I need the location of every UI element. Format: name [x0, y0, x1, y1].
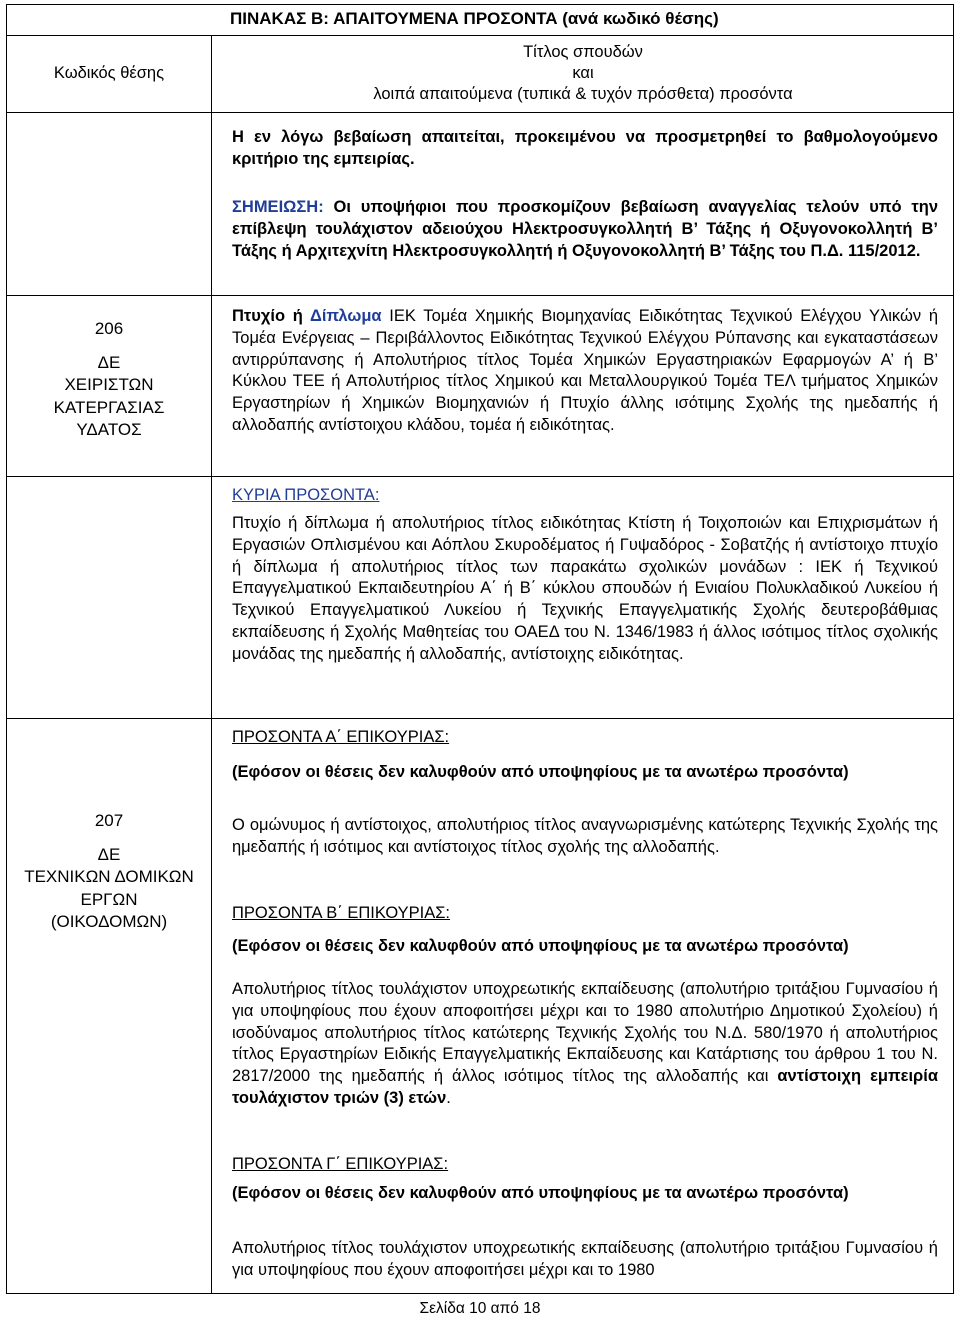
page-footer: Σελίδα 10 από 18 [419, 1300, 541, 1317]
position-207-number: 207 [94, 811, 124, 830]
position-206-degree-a: Πτυχίο ή [232, 307, 310, 325]
position-206-note-text: Οι υποψήφιοι που προσκομίζουν βεβαίωση αναγγελίας τελούν υπό την επίβλεψη τουλάχιστον αδειούχου Ηλεκτροσυγκολλητή Β’ Τάξης ή Οξυγονοκολλητή Β’ Τάξης ή Αρχιτεχνίτη Ηλεκτροσυγκολλητή ή Οξυγονοκολλητή Β’ Τάξης του Π.Δ. 115/2012. [232, 198, 938, 260]
position-207-line4: (ΟΙΚΟΔΟΜΩΝ) [50, 912, 168, 931]
position-206-degree [232, 306, 938, 437]
header-code-col: Κωδικός θέσης [53, 64, 165, 82]
row-divider-206-col1 [6, 476, 212, 477]
position-206-code [6, 318, 212, 442]
position-206-line4: ΥΔΑΤΟΣ [76, 420, 142, 439]
position-207-b-cond: (Εφόσον οι θέσεις δεν καλυφθούν από υποψηφίους με τα ανωτέρω προσόντα) [232, 937, 849, 955]
position-207-b-body: Απολυτήριος τίτλος τουλάχιστον υποχρεωτικής εκπαίδευσης (απολυτήριο τριτάξιου Γυμνασίου ή για υποψηφίους που έχουν αποφοιτήσει μέχρι και το 1980 απολυτήριο Δημοτικού Σχολείου) ή ισοδύναμος απολυτήριος τίτλος κατώτερης Τεχνικής Σχολής του Ν.Δ. 580/1970 ή απολυτήριος τίτλος Εργαστηρίων Ειδικής Επαγγελματικής Εκπαίδευσης και Κατάρτισης του άρθρου 1 του Ν. 2817/2000 της ημεδαπής ή άλλος ισότιμος τίτλος της αλλοδαπής και [232, 980, 938, 1086]
position-207-c-text: Απολυτήριος τίτλος τουλάχιστον υποχρεωτικής εκπαίδευσης (απολυτήριο τριτάξιου Γυμνασίου ή για υποψηφίους που έχουν αποφοιτήσει μέχρι και το 1980 [232, 1239, 938, 1279]
position-206-line3: ΚΑΤΕΡΓΑΣΙΑΣ [53, 397, 165, 417]
position-206-line1: ΔΕ [97, 352, 121, 372]
position-206-degree-b: Δίπλωμα [309, 307, 382, 325]
position-206-cert-note: Η εν λόγω βεβαίωση απαιτείται, προκειμένου να προσμετρηθεί το βαθμολογούμενο κριτήριο της εμπειρίας. [232, 128, 938, 168]
header-requirements-col [212, 42, 954, 105]
header-req-line3: λοιπά απαιτούμενα (τυπικά & τυχόν πρόσθετα) προσόντα [373, 85, 793, 103]
position-207-b-label: ΠΡΟΣΟΝΤΑ Β΄ ΕΠΙΚΟΥΡΙΑΣ: [232, 904, 451, 922]
position-207-a-text: Ο ομώνυμος ή αντίστοιχος, απολυτήριος τίτλος αναγνωρισμένης κατώτερης Τεχνικής Σχολής της ημεδαπής ή ισότιμος και αντίστοιχος τίτλος σχολής της αλλοδαπής. [232, 816, 938, 856]
position-207-b-bold: αντίστοιχη εμπειρία τουλάχιστον τριών (3) ετών [232, 1067, 938, 1107]
row-divider-header [6, 112, 954, 113]
position-206-degree-text: ΙΕΚ Τομέα Χημικής Βιομηχανίας Ειδικότητας Τεχνικού Ελέγχου Υλικών ή Τομέα Ενέργειας – Περιβάλλοντος Ειδικότητας Τεχνικού Ελέγχου Ρύπανσης και εγκαταστάσεων αντιρρύπανσης ή Απολυτήριος τίτλος Τομέα Χημικών Εργαστηριακών Εφαρμογών Α’ ή Β’ Κύκλου ΤΕΕ ή Απολυτήριος τίτλος Χημικού και Μεταλλουργικού Τομέα ΤΕΛ τμήματος Χημικών Εργαστηρίων ή Χημικών Βιομηχανιών ή Πτυχίο άλλης ισότιμης Σχολής της ημεδαπής ή αλλοδαπής αντίστοιχου κλάδου, τομέα ή ειδικότητας. [232, 307, 938, 434]
position-207-c-cond: (Εφόσον οι θέσεις δεν καλυφθούν από υποψηφίους με τα ανωτέρω προσόντα) [232, 1184, 849, 1202]
position-207-line1: ΔΕ [97, 844, 121, 864]
header-req-line1: Τίτλος σπουδών [523, 43, 643, 61]
position-207-line2: ΤΕΧΝΙΚΩΝ ΔΟΜΙΚΩΝ [24, 867, 194, 886]
position-207-b-text [232, 979, 938, 1110]
row-divider-title [6, 35, 954, 36]
position-207-line3: ΕΡΓΩΝ [80, 889, 138, 909]
position-206-note [232, 197, 938, 262]
position-207-main-text: Πτυχίο ή δίπλωμα ή απολυτήριος τίτλος ειδικότητας Κτίστη ή Τοιχοποιών και Επιχρισμάτων ή Εργασιών Οπλισμένου και Αόπλου Σκυροδέματος ή Γυψαδόρος - Σοβατζής ή αντίστοιχο πτυχίο ή δίπλωμα ή απολυτήριος τίτλος των παρακάτω σχολικών μονάδων : ΙΕΚ ή Τεχνικού Επαγγελματικού Εκπαιδευτηρίου Α΄ ή Β΄ κύκλου σπουδών ή Ενιαίου Πολυκλαδικού Λυκείου ή Τεχνικού Επαγγελματικού Λυκείου ή Τεχνικής Επαγγελματικής Σχολής δευτεροβάθμιας εκπαίδευσης ή Σχολής Μαθητείας του ΟΑΕΔ του Ν. 1346/1983 ή άλλος ισότιμος τίτλος σχολικής μονάδας της ημεδαπής ή αλλοδαπής, αντίστοιχης ειδικότητας. [232, 514, 938, 663]
position-207-a-cond: (Εφόσον οι θέσεις δεν καλυφθούν από υποψηφίους με τα ανωτέρω προσόντα) [232, 763, 849, 781]
row-divider-207 [212, 476, 954, 477]
row-divider-207b [6, 718, 954, 719]
header-req-line2: και [572, 64, 594, 82]
position-207-a-label: ΠΡΟΣΟΝΤΑ Α΄ ΕΠΙΚΟΥΡΙΑΣ: [232, 728, 450, 746]
position-207-b-end: . [446, 1088, 451, 1107]
position-207-code [6, 810, 212, 934]
position-207-main-label: ΚΥΡΙΑ ΠΡΟΣΟΝΤΑ: [232, 486, 380, 504]
column-divider [211, 35, 212, 1294]
row-divider-206 [6, 295, 954, 296]
position-206-line2: ΧΕΙΡΙΣΤΩΝ [64, 375, 154, 394]
position-206-note-label: ΣΗΜΕΙΩΣΗ: [232, 198, 324, 216]
table-title: ΠΙΝΑΚΑΣ Β: ΑΠΑΙΤΟΥΜΕΝΑ ΠΡΟΣΟΝΤΑ (ανά κωδικό θέσης) [230, 9, 719, 28]
position-207-c-label: ΠΡΟΣΟΝΤΑ Γ΄ ΕΠΙΚΟΥΡΙΑΣ: [232, 1155, 449, 1173]
position-206-number: 206 [94, 319, 124, 338]
